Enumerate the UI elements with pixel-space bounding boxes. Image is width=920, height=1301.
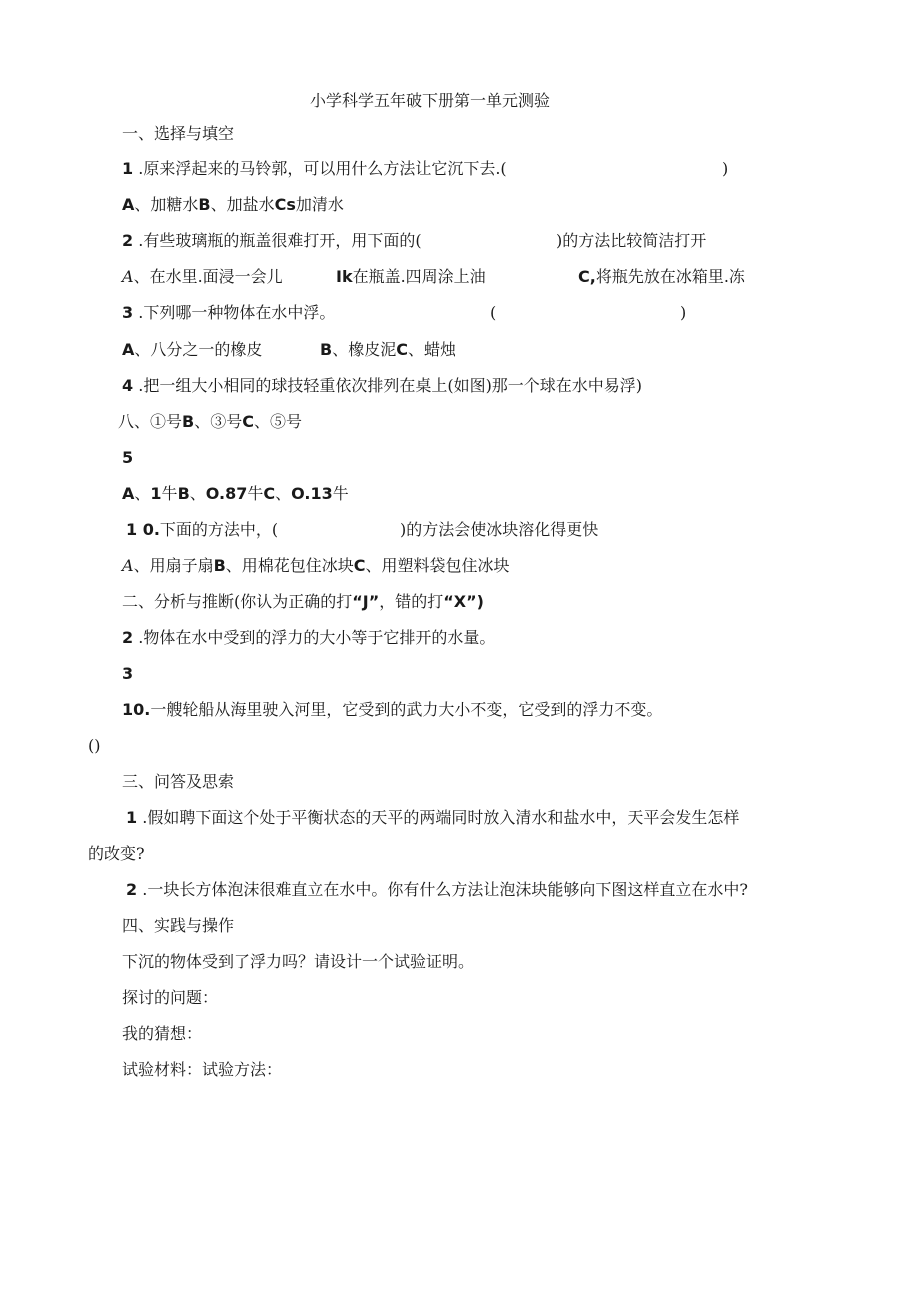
question-3: [122, 303, 335, 323]
correct-mark: “J”: [352, 592, 380, 611]
statement-3-number: 3: [122, 664, 134, 683]
options-q2-b: [336, 267, 486, 287]
option-a-letter: A: [122, 556, 134, 575]
question-number: 1: [126, 808, 138, 827]
question-text: .原来浮起来的马铃郭，可以用什么方法让它沉下去.(: [138, 159, 507, 178]
question-number: 2: [122, 628, 134, 647]
question-text: .假如聘下面这个处于平衡状态的天平的两端同时放入清水和盐水中，天平会发生怎样: [142, 808, 740, 827]
question-3-2: [126, 880, 748, 900]
option-a-text: 、加糖水: [134, 195, 199, 214]
option-b-letter: B: [198, 195, 211, 214]
option-a-value: 1: [150, 484, 162, 503]
statement-2: [122, 628, 495, 648]
options-q5: [122, 484, 349, 504]
option-b-value: O.87: [205, 484, 248, 503]
page-title: 小学科学五年破下册第一单元测验: [310, 91, 551, 110]
options-q2-a: [122, 267, 283, 287]
question-text: .有些玻璃瓶的瓶盖很难打开，用下面的(: [138, 231, 422, 250]
option-a-sep: 、: [134, 484, 151, 503]
option-b-text: 、橡皮泥: [332, 340, 397, 359]
question-text: .物体在水中受到的浮力的大小等于它排开的水量。: [138, 628, 496, 647]
option-a-letter: A: [122, 484, 135, 503]
question-text: .下列哪一种物体在水中浮。: [138, 303, 336, 322]
answer-paren-open: (: [490, 303, 497, 322]
option-a-text: 八、①号: [118, 412, 183, 431]
option-a-text: 、八分之一的橡皮: [134, 340, 263, 359]
option-b-text: 、③号: [194, 412, 243, 431]
option-c-sep: 、: [275, 484, 292, 503]
option-b-sep: 、: [189, 484, 206, 503]
statement-10: [122, 700, 662, 720]
heading-mid: ，错的打: [379, 592, 444, 611]
question-2-tail: )的方法比较简洁打开: [556, 231, 707, 250]
section-heading-1: 一、选择与填空: [122, 124, 235, 143]
question-number: 3: [122, 303, 134, 322]
option-c-unit: 牛: [332, 484, 349, 503]
section-heading-4: 四、实践与操作: [122, 916, 235, 935]
options-q3-bc: [320, 340, 456, 360]
question-10-tail: )的方法会使冰块溶化得更快: [400, 520, 599, 539]
wrong-mark: “X”): [443, 592, 484, 611]
option-b-letter: B: [182, 412, 195, 431]
practice-prompt: 下沉的物体受到了浮力吗？请设计一个试验证明。: [122, 952, 475, 971]
option-a-letter: A: [122, 195, 135, 214]
option-a-unit: 牛: [161, 484, 178, 503]
question-3-1-cont: 的改变?: [88, 844, 145, 863]
option-c-value: O.13: [291, 484, 333, 503]
question-10: [126, 520, 278, 540]
option-b-unit: 牛: [247, 484, 264, 503]
option-a-text: 、用扇子扇: [133, 556, 214, 575]
field-guess: 我的猜想：: [122, 1024, 203, 1043]
option-b-letter: B: [177, 484, 190, 503]
question-number: 2: [122, 231, 134, 250]
option-c-letter: C: [242, 412, 254, 431]
question-number: 10.: [122, 700, 151, 719]
question-5-number: 5: [122, 448, 134, 467]
option-c-text: 加清水: [295, 195, 344, 214]
option-c-letter: C: [263, 484, 276, 503]
heading-text: 二、分析与推断(你认为正确的打: [122, 592, 353, 611]
section-heading-2: [122, 592, 484, 612]
options-q3-a: [122, 340, 262, 360]
question-number: 1: [122, 159, 134, 178]
question-text: .把一组大小相同的球技轻重依次排列在桌上(如图)那一个球在水中易浮): [138, 376, 643, 395]
question-text: 下面的方法中，(: [159, 520, 279, 539]
answer-paren-close: ): [722, 159, 729, 178]
option-b-letter: Ik: [336, 267, 353, 286]
question-3-1: [126, 808, 739, 828]
option-c-letter: C: [353, 556, 366, 575]
option-c-letter: C,: [578, 267, 596, 286]
question-4: [122, 376, 642, 396]
option-b-text: 、加盐水: [210, 195, 275, 214]
option-b-letter: B: [213, 556, 226, 575]
answer-paren: (): [88, 736, 101, 755]
field-materials-method: 试验材料：试验方法：: [122, 1060, 283, 1079]
answer-paren-close: ): [680, 303, 687, 322]
question-text: 一艘轮船从海里驶入河里，它受到的武力大小不变，它受到的浮力不变。: [150, 700, 663, 719]
options-q1: [122, 195, 344, 215]
option-b-letter: B: [320, 340, 333, 359]
section-heading-3: 三、问答及思索: [122, 772, 235, 791]
option-c-text: 、⑤号: [253, 412, 302, 431]
option-c-letter: C: [396, 340, 408, 359]
question-number: 2: [126, 880, 138, 899]
option-b-text: 在瓶盖.四周涂上油: [352, 267, 486, 286]
options-q4: [118, 412, 302, 432]
option-c-text: 、用塑料袋包住冰块: [365, 556, 510, 575]
question-number: 1 0.: [126, 520, 160, 539]
option-c-letter: Cs: [274, 195, 296, 214]
options-q2-c: [578, 267, 745, 287]
option-a-text: 、在水里.面浸一会儿: [133, 267, 283, 286]
option-b-text: 、用棉花包住冰块: [225, 556, 354, 575]
question-2: [122, 231, 422, 251]
question-1: [122, 159, 507, 179]
question-number: 4: [122, 376, 134, 395]
field-question: 探讨的问题：: [122, 988, 219, 1007]
option-a-letter: A: [122, 267, 134, 286]
question-text: .一块长方体泡沫很难直立在水中。你有什么方法让泡沫块能够向下图这样直立在水中?: [142, 880, 748, 899]
options-q10: [122, 556, 510, 576]
option-c-text: 将瓶先放在冰箱里.冻: [595, 267, 745, 286]
option-c-text: 、蜡烛: [407, 340, 456, 359]
option-a-letter: A: [122, 340, 135, 359]
